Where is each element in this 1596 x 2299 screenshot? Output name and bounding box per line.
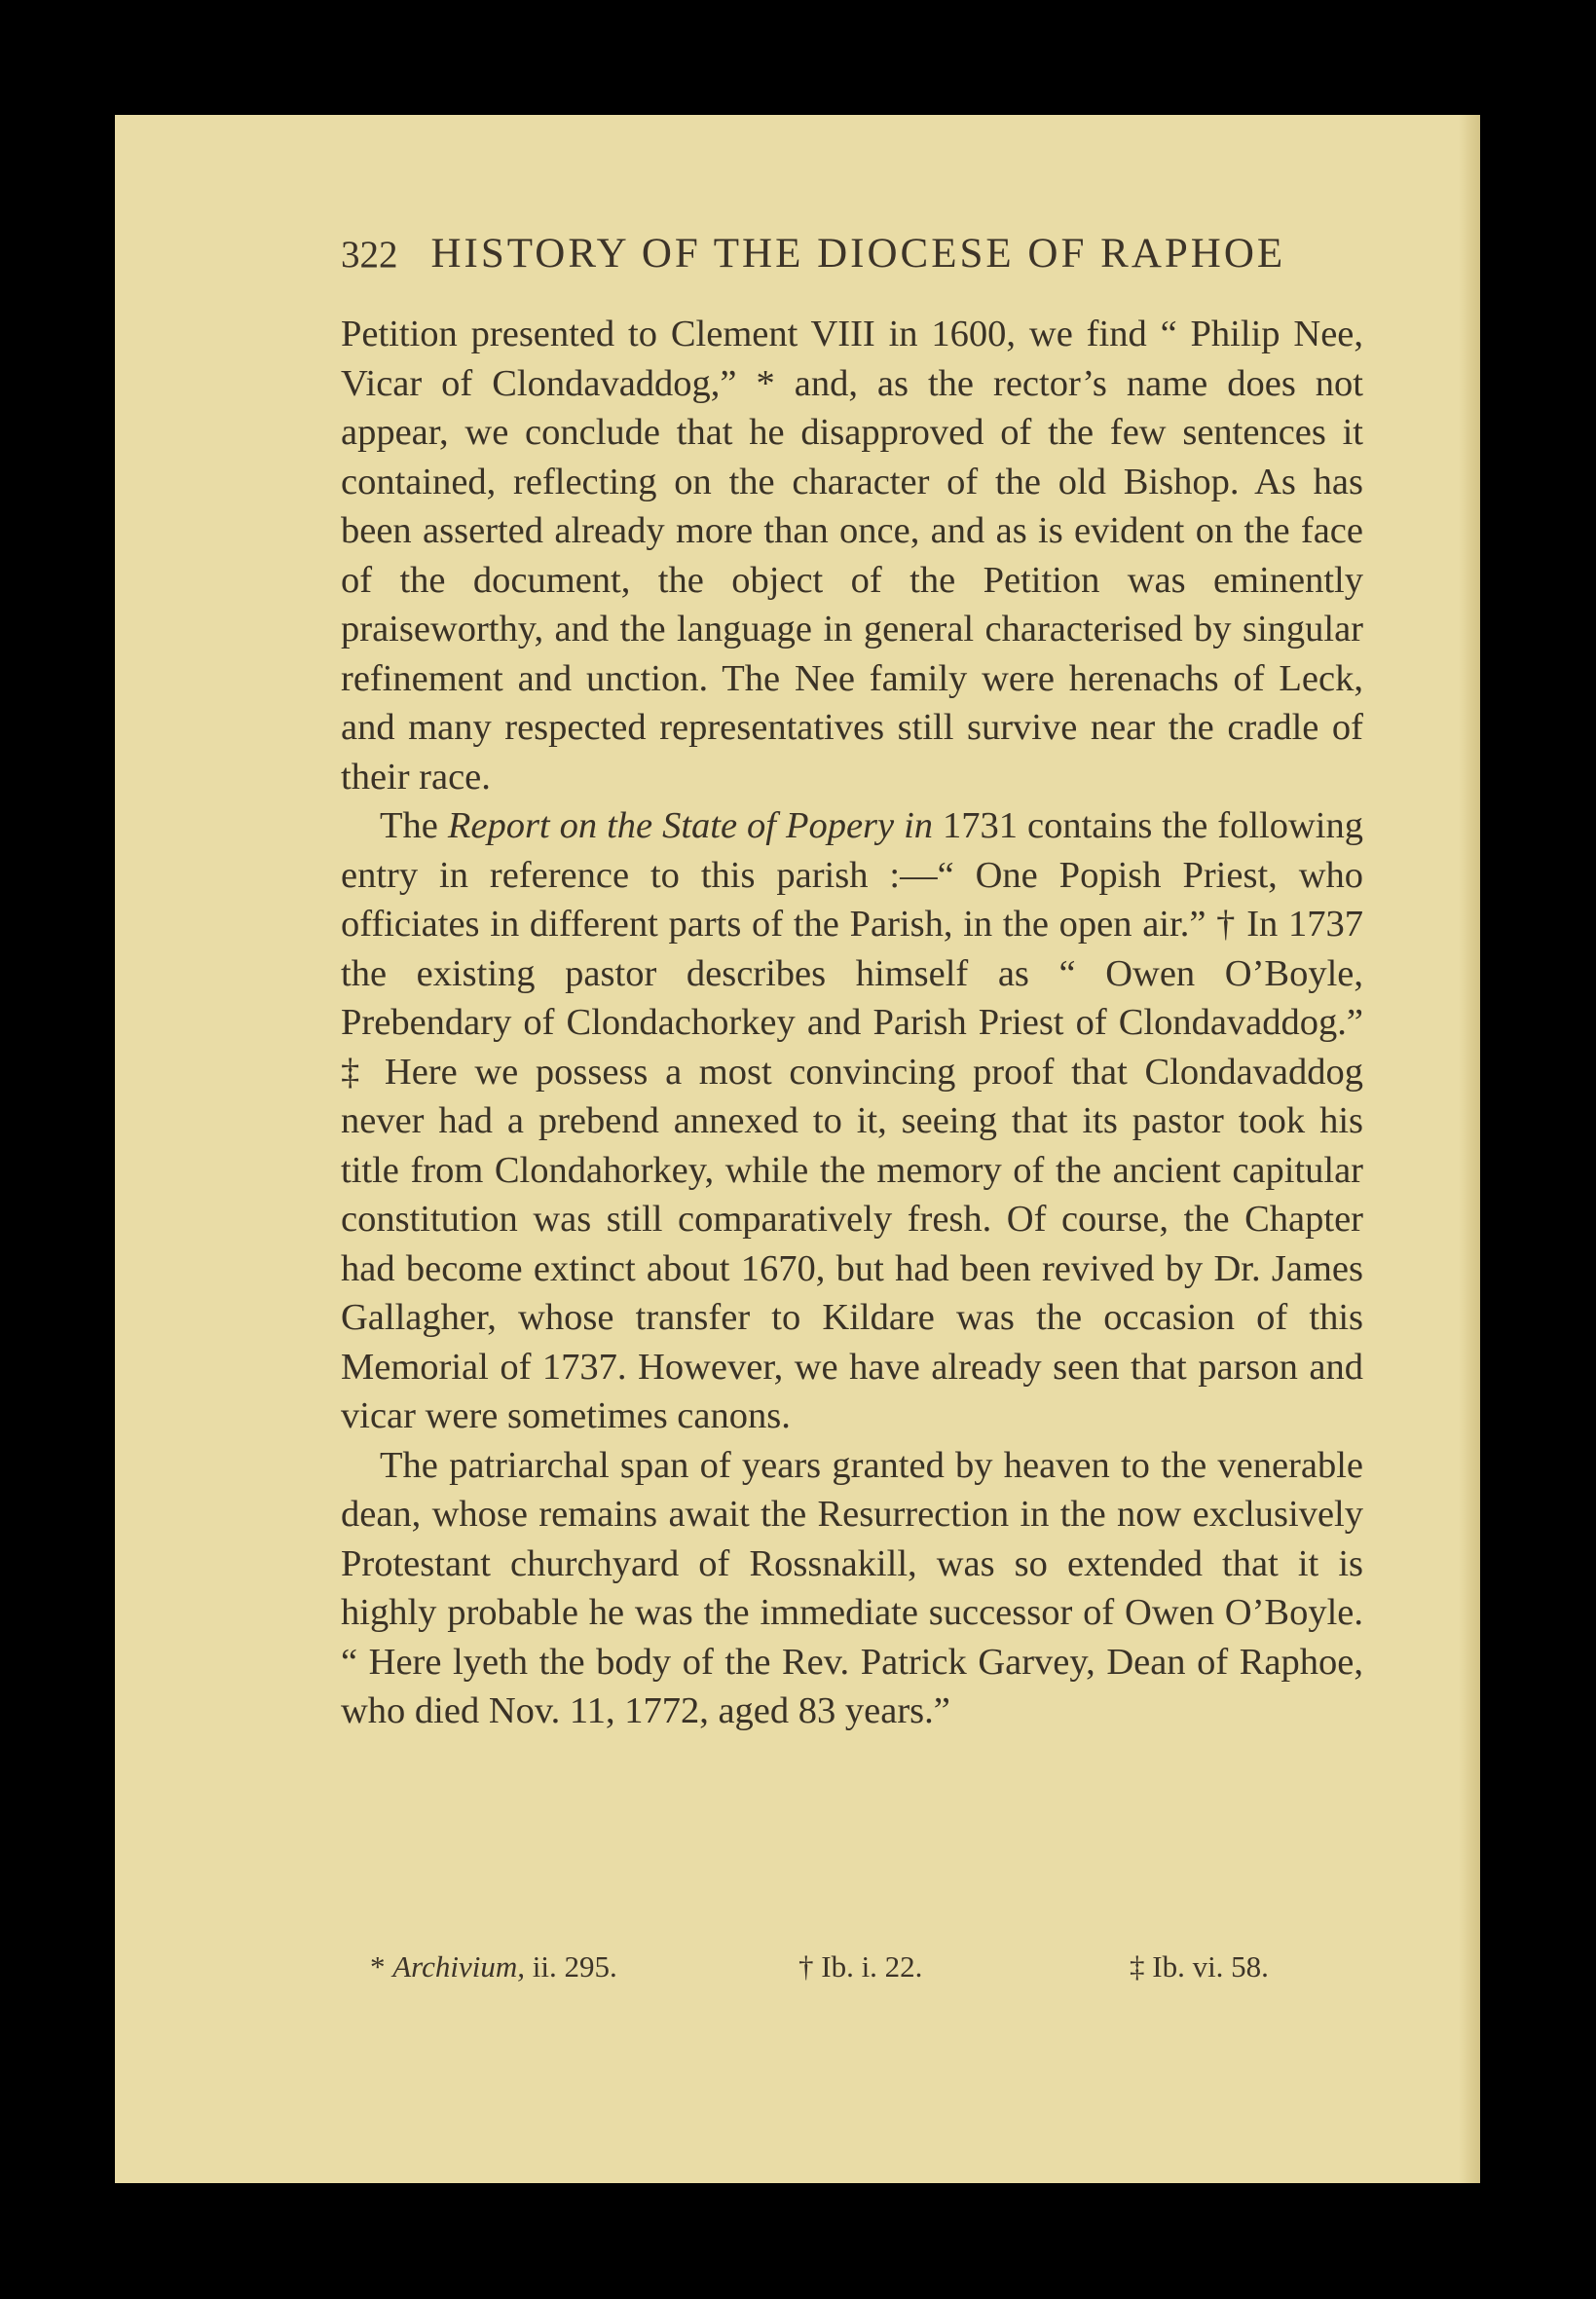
paragraph-1: Petition presented to Clement VIII in 1600, we find “ Philip Nee, Vicar of Clondavaddog,” * and, as the rector’s name does not appear, we conclude that he disapproved of the few sentences it contained, reflecting on the character of the old Bishop. As has been asserted already more than once, and as is evident on the face of the document, the object of the Petition was eminently praiseworthy, and the language in general characterised by singular refinement and unction. The Nee family were herenachs of Leck, and many respected representatives still survive near the cradle of their race.	[341, 314, 1363, 797]
book-page	[115, 115, 1480, 2183]
page-edge	[1459, 115, 1480, 2183]
body-text	[341, 310, 1363, 1736]
paragraph-2	[341, 801, 1363, 1441]
paragraph-2-lead: The	[380, 805, 448, 846]
paragraph-2-rest: 1731 contains the following entry in reference to this parish :—“ One Popish Priest, who officiates in different parts of the Parish, in the open air.” † In 1737 the existing pastor describes himself as “ Owen O’Boyle, Prebendary of Clondachorkey and Parish Priest of Clondavaddog.” ‡ Here we possess a most convincing proof that Clondavaddog never had a prebend annexed to it, seeing that its pastor took his title from Clondahorkey, while the memory of the ancient capitular constitution was still comparatively fresh. Of course, the Chapter had become extinct about 1670, but had been revived by Dr. James Gallagher, whose transfer to Kildare was the occasion of this Memorial of 1737. However, we have already seen that parson and vicar were sometimes canons.	[341, 805, 1364, 1436]
footnote-1-italic: Archivium,	[392, 1949, 525, 1984]
running-header	[341, 230, 1451, 278]
paragraph-3: The patriarchal span of years granted by heaven to the venerable dean, whose remains await the Resurrection in the now exclusively Protestant churchyard of Rossnakill, was so extended that it is highly probable he was the immediate successor of Owen O’Boyle. “ Here lyeth the body of the Rev. Patrick Garvey, Dean of Raphoe, who died Nov. 11, 1772, aged 83 years.”	[341, 1444, 1363, 1731]
running-title: HISTORY OF THE DIOCESE OF RAPHOE	[430, 231, 1286, 277]
footnotes	[370, 1949, 1344, 1984]
page-number: 322	[341, 234, 398, 276]
footnote-3: ‡ Ib. vi. 58.	[1130, 1949, 1269, 1984]
footnote-1-mark: *	[370, 1949, 393, 1984]
footnote-1	[370, 1949, 798, 1984]
report-title-italic: Report on the State of Popery in	[447, 805, 934, 846]
footnote-2: † Ib. i. 22.	[798, 1949, 923, 1984]
footnote-1-ref: ii. 295.	[524, 1949, 617, 1984]
